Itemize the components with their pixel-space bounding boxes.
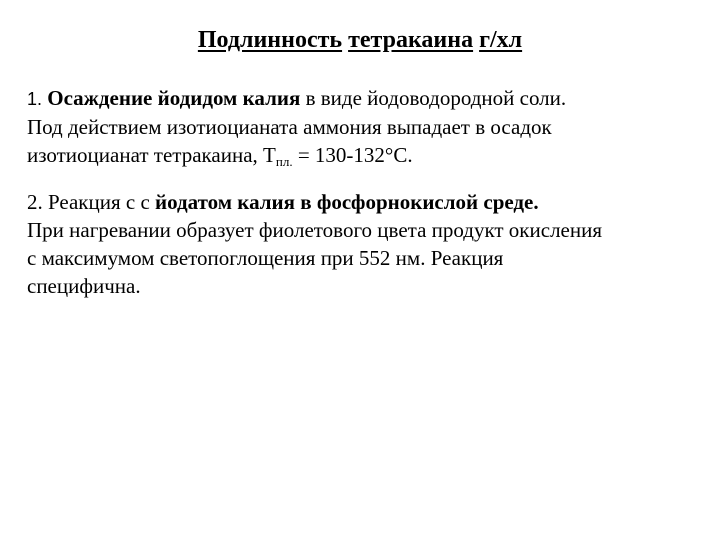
melting-point-prefix: изотиоцианат тетракаина, Т bbox=[27, 143, 276, 167]
title-word-hcl: г/хл bbox=[479, 27, 523, 53]
paragraph-2-bold-part: йодатом калия в фосфорнокислой среде. bbox=[155, 190, 539, 214]
melting-point-value: = 130-132°С. bbox=[297, 143, 413, 167]
melting-point-subscript: пл. bbox=[275, 154, 293, 169]
paragraph-2-line-2: При нагревании образует фиолетового цвета продукт окисления bbox=[27, 218, 603, 242]
paragraph-2-line-3: с максимумом светопоглощения при 552 нм. Реакция bbox=[27, 246, 504, 270]
paragraph-1 bbox=[27, 84, 707, 176]
paragraph-1-line-3 bbox=[27, 141, 707, 176]
paragraph-1-bold-lead: Осаждение йодидом калия bbox=[47, 86, 301, 110]
paragraph-1-line-2: Под действием изотиоцианата аммония выпадает в осадок bbox=[27, 115, 552, 139]
paragraph-2-lead: 2. Реакция с с bbox=[27, 190, 150, 214]
title-word-authenticity: Подлинность bbox=[197, 27, 343, 53]
paragraph-2 bbox=[27, 188, 707, 300]
title-word-tetracaine: тетракаина bbox=[348, 27, 474, 53]
paragraph-1-number: 1. bbox=[27, 89, 43, 109]
paragraph-1-line-1-rest: в виде йодоводородной соли. bbox=[305, 86, 567, 110]
page-title bbox=[0, 25, 720, 55]
paragraph-2-line-1 bbox=[27, 188, 707, 216]
paragraph-2-line-4: специфична. bbox=[27, 274, 141, 298]
paragraph-1-line-1 bbox=[27, 84, 707, 113]
